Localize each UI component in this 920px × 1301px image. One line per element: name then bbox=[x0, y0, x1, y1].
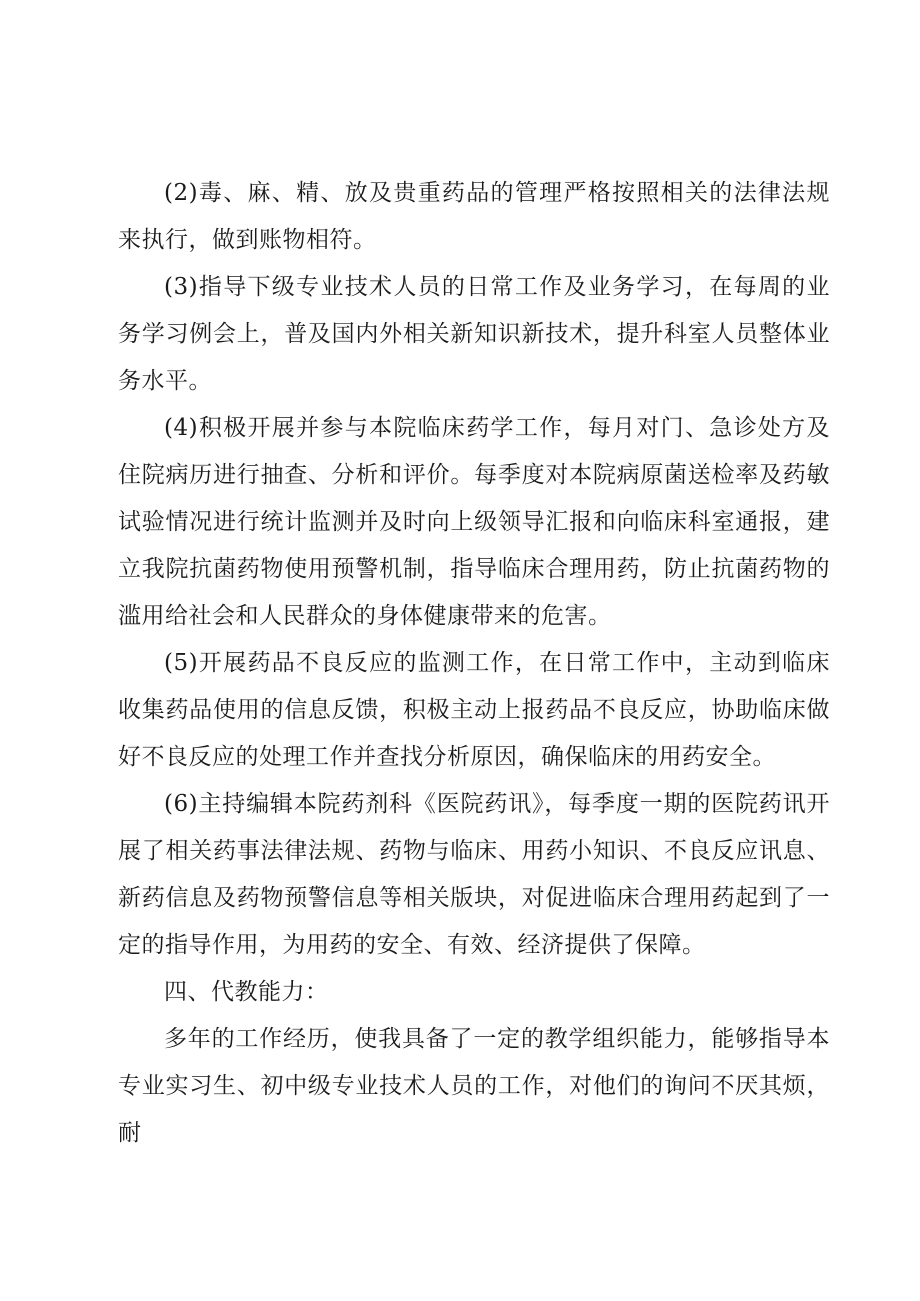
paragraph-item-6: (6)主持编辑本院药剂科《医院药讯》，每季度一期的医院药讯开展了相关药事法律法规、药物与临床、用药小知识、不良反应讯息、新药信息及药物预警信息等相关版块，对促进临床合理用药起到了一定的指导作用，为用药的安全、有效、经济提供了保障。 bbox=[118, 791, 830, 958]
paragraph-item-2: (2)毒、麻、精、放及贵重药品的管理严格按照相关的法律法规来执行，做到账物相符。 bbox=[118, 180, 830, 253]
section-paragraph: 多年的工作经历，使我具备了一定的教学组织能力，能够指导本专业实习生、初中级专业技术人员的工作，对他们的询问不厌其烦，耐 bbox=[118, 1026, 830, 1146]
paragraph-item-5: (5)开展药品不良反应的监测工作，在日常工作中，主动到临床收集药品使用的信息反馈，积极主动上报药品不良反应，协助临床做好不良反应的处理工作并查找分析原因，确保临床的用药安全。 bbox=[118, 650, 830, 770]
document-body bbox=[118, 170, 830, 1157]
section-heading: 四、代教能力： bbox=[164, 979, 329, 1005]
paragraph-item-3: (3)指导下级专业技术人员的日常工作及业务学习，在每周的业务学习例会上，普及国内外相关新知识新技术，提升科室人员整体业务水平。 bbox=[118, 274, 830, 394]
paragraph-item-4: (4)积极开展并参与本院临床药学工作，每月对门、急诊处方及住院病历进行抽查、分析和评价。每季度对本院病原菌送检率及药敏试验情况进行统计监测并及时向上级领导汇报和向临床科室通报，建立我院抗菌药物使用预警机制，指导临床合理用药，防止抗菌药物的滥用给社会和人民群众的身体健康带来的危害。 bbox=[118, 415, 830, 629]
